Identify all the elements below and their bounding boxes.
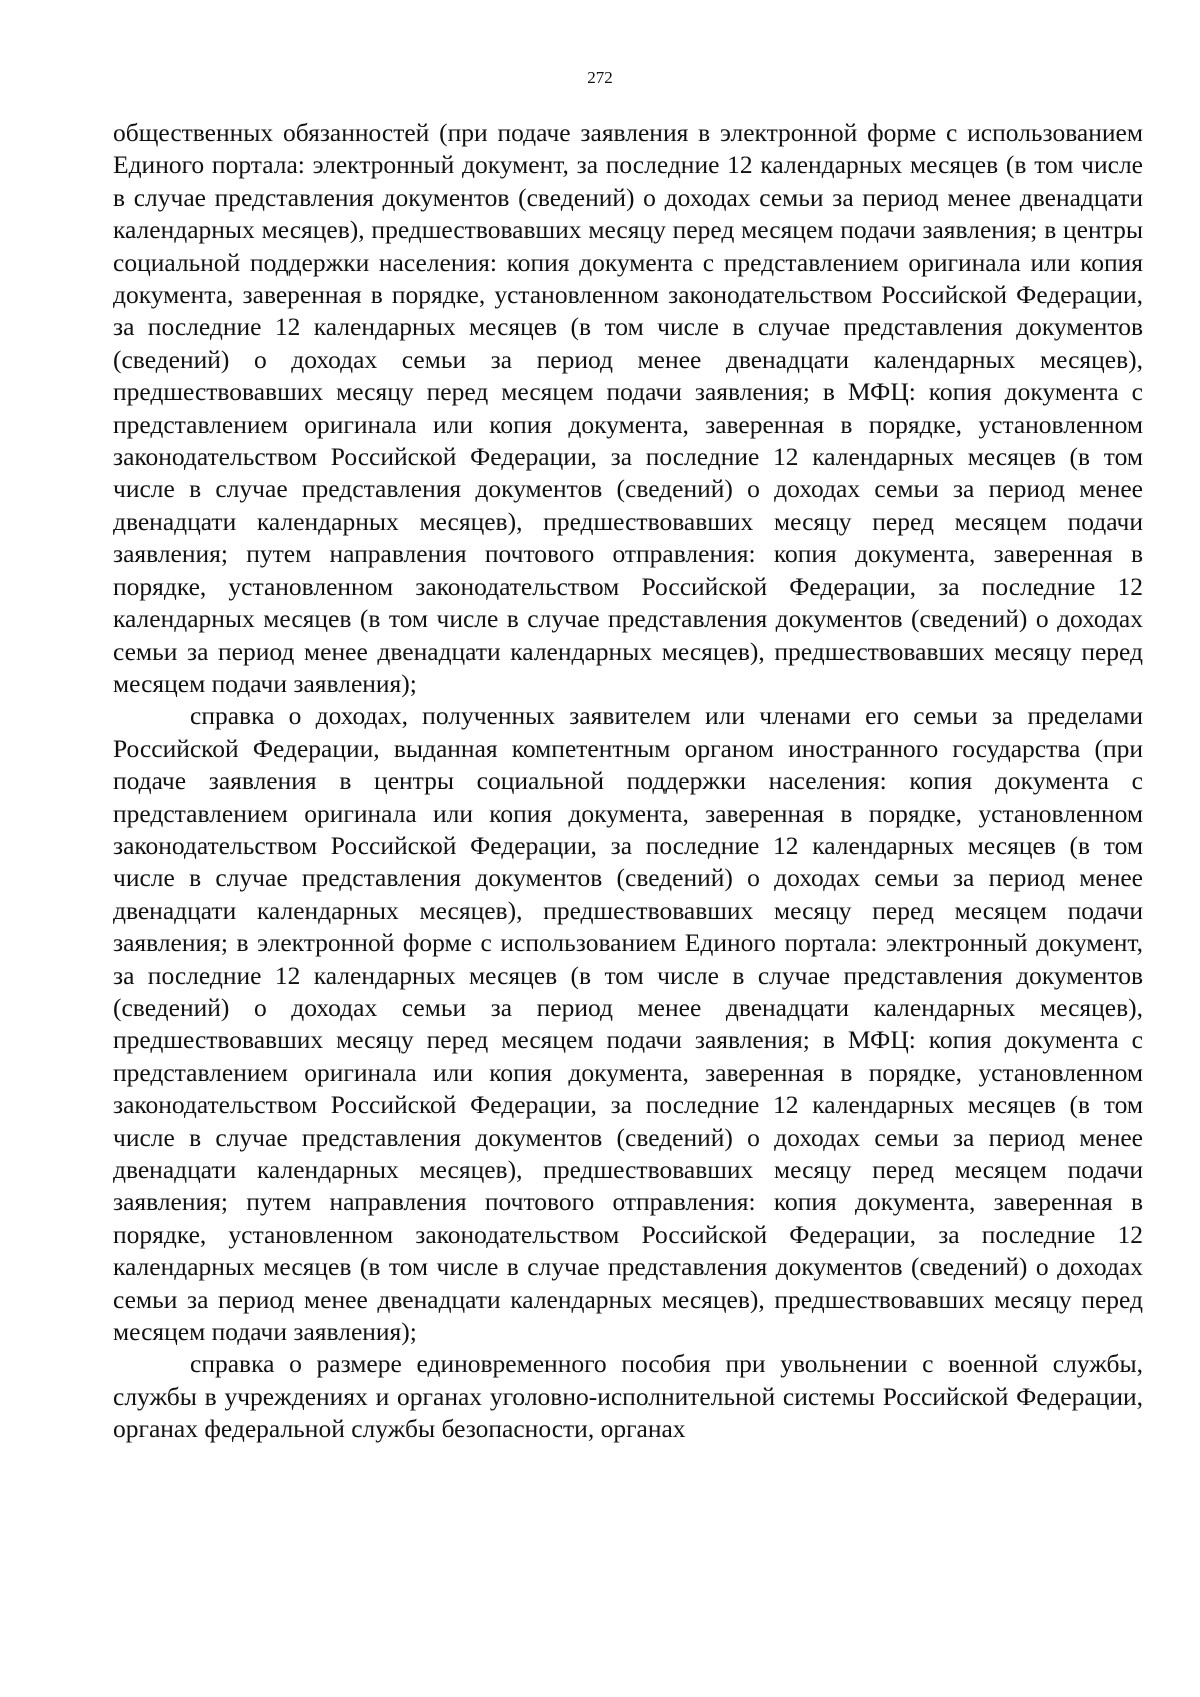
document-body xyxy=(113,117,1143,1446)
paragraph-severance-certificate: справка о размере единовременного пособия при увольнении с военной службы, службы в учреждениях и органах уголовно-исполнительной системы Российской Федерации, органах федеральной службы безопасности, органах xyxy=(113,1349,1143,1444)
page-number: 272 xyxy=(587,68,613,87)
paragraph-foreign-income-certificate: справка о доходах, полученных заявителем или членами его семьи за пределами Российской Федерации, выданная компетентным органом иностранного государства (при подаче заявления в центры социальной поддержки населения: копия документа с представлением оригинала или копия документа, заверенная в порядке, установленном законодательством Российской Федерации, за последние 12 календарных месяцев (в том числе в случае представления документов (сведений) о доходах семьи за период менее двенадцати календарных месяцев), предшествовавших месяцу перед месяцем подачи заявления; в электронной форме с использованием Единого портала: электронный документ, за последние 12 календарных месяцев (в том числе в случае представления документов (сведений) о доходах семьи за период менее двенадцати календарных месяцев), предшествовавших месяцу перед месяцем подачи заявления; в МФЦ: копия документа с представлением оригинала или копия документа, заверенная в порядке, установленном законодательством Российской Федерации, за последние 12 календарных месяцев (в том числе в случае представления документов (сведений) о доходах семьи за период менее двенадцати календарных месяцев), предшествовавших месяцу перед месяцем подачи заявления; путем направления почтового отправления: копия документа, заверенная в порядке, установленном законодательством Российской Федерации, за последние 12 календарных месяцев (в том числе в случае представления документов (сведений) о доходах семьи за период менее двенадцати календарных месяцев), предшествовавших месяцу перед месяцем подачи заявления); xyxy=(113,701,1143,1347)
paragraph-continuation: общественных обязанностей (при подаче заявления в электронной форме с использованием Единого портала: электронный документ, за последние 12 календарных месяцев (в том числе в случае представления документов (сведений) о доходах семьи за период менее двенадцати календарных месяцев), предшествовавших месяцу перед месяцем подачи заявления; в центры социальной поддержки населения: копия документа с представлением оригинала или копия документа, заверенная в порядке, установленном законодательством Российской Федерации, за последние 12 календарных месяцев (в том числе в случае представления документов (сведений) о доходах семьи за период менее двенадцати календарных месяцев), предшествовавших месяцу перед месяцем подачи заявления; в МФЦ: копия документа с представлением оригинала или копия документа, заверенная в порядке, установленном законодательством Российской Федерации, за последние 12 календарных месяцев (в том числе в случае представления документов (сведений) о доходах семьи за период менее двенадцати календарных месяцев), предшествовавших месяцу перед месяцем подачи заявления; путем направления почтового отправления: копия документа, заверенная в порядке, установленном законодательством Российской Федерации, за последние 12 календарных месяцев (в том числе в случае представления документов (сведений) о доходах семьи за период менее двенадцати календарных месяцев), предшествовавших месяцу перед месяцем подачи заявления); xyxy=(113,118,1143,698)
